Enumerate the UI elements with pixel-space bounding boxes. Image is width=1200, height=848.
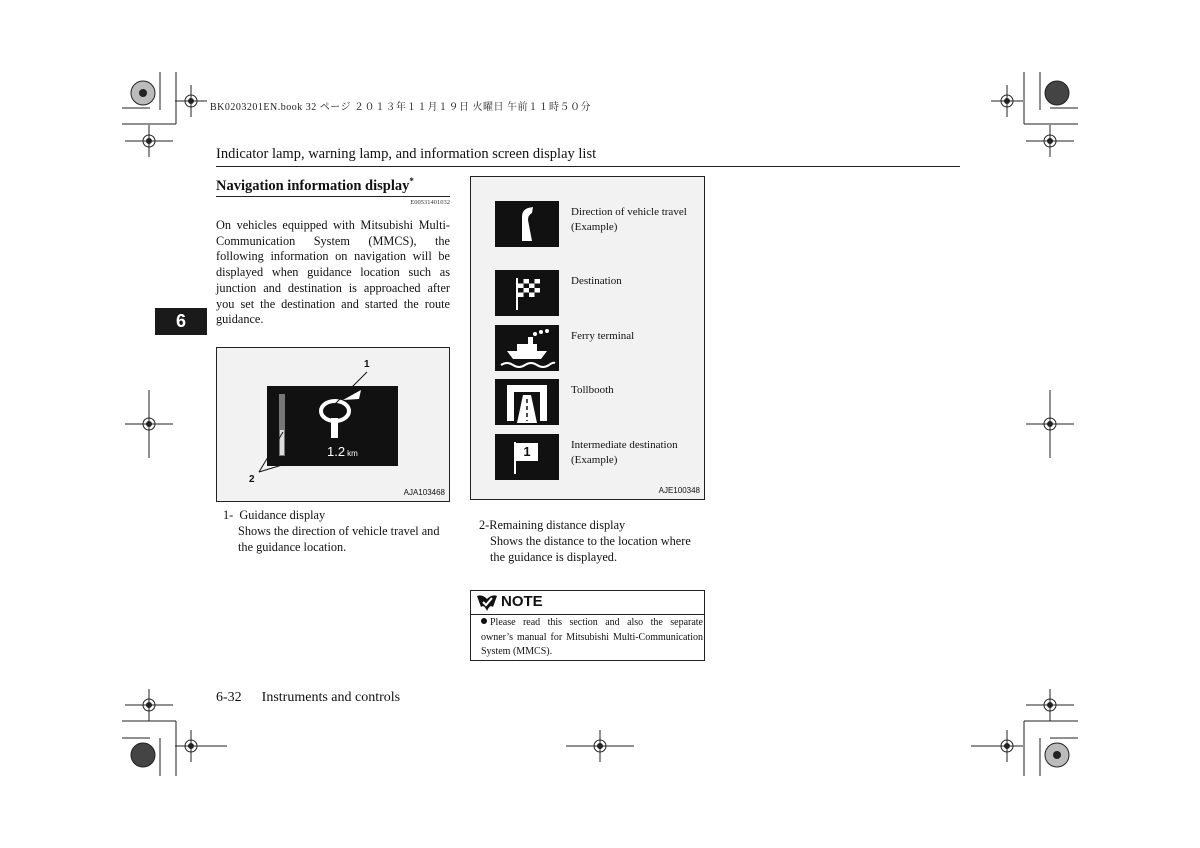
note-bullet [481,616,703,660]
navigation-icons-figure [470,176,705,500]
figure2-code: AJE100348 [658,486,700,495]
section-title-text: Navigation information display [216,177,410,194]
bullet-icon [481,618,487,624]
legend-number: 2- [479,518,490,532]
running-head: Indicator lamp, warning lamp, and information screen display list [216,146,597,162]
figure1-code: AJA103468 [403,488,445,497]
distance-value: 1.2 [327,444,346,459]
ferry-icon [495,325,559,371]
legend-desc-line: the guidance is displayed. [490,550,618,564]
chapter-name: Instruments and controls [261,690,401,705]
chapter-tab: 6 [155,308,207,335]
note-box [470,590,705,661]
section-title [216,176,414,195]
checkered-flag-icon [495,270,559,316]
icon-sublabel: (Example) [571,220,618,233]
header-rule [216,166,960,167]
distance-readout [327,443,358,461]
icon-sublabel: (Example) [571,453,618,466]
page-footer [216,690,400,706]
print-header: BK0203201EN.book 32 ページ ２０１３年１１月１９日 火曜日 午前１１時５０分 [210,102,592,113]
section-code: E00531401032 [410,199,450,206]
note-header [471,591,704,615]
numbered-flag-icon [495,434,559,480]
legend-desc-line: Shows the direction of vehicle travel and [238,524,440,538]
legend-desc-line: the guidance location. [238,540,347,554]
page-number: 6-32 [216,690,242,705]
note-text: Please read this section and also the separate owner’s manual for Mitsubishi Multi-Communication System (MMCS). [481,617,703,657]
note-title: NOTE [501,593,543,610]
icon-label: Destination [571,275,622,287]
flag-number: 1 [523,444,531,459]
callout-2: 2 [249,474,255,485]
direction-arrow-icon [495,201,559,247]
legend-title: Remaining distance display [489,518,626,532]
distance-unit: km [347,449,358,458]
legend-number: 1- [223,508,234,522]
icon-label: Tollbooth [571,384,614,396]
legend-title: Guidance display [239,508,326,522]
legend-item-2 [479,517,691,565]
section-rule [216,196,450,197]
icon-label: Direction of vehicle travel [571,206,687,218]
icon-label: Intermediate destination [571,439,678,451]
option-mark: * [409,176,414,186]
legend-item-1 [223,507,439,555]
guidance-display-figure [216,347,450,502]
intro-paragraph: On vehicles equipped with Mitsubishi Multi-Communication System (MMCS), the following information on navigation will be displayed when guidance location such as junction and destination is approached after you set the destination and started the route guidance. [216,218,450,327]
legend-desc-line: Shows the distance to the location where [490,534,691,548]
icon-label: Ferry terminal [571,330,635,342]
tollbooth-icon [495,379,559,425]
note-icon [475,593,499,613]
callout-1: 1 [364,359,370,370]
